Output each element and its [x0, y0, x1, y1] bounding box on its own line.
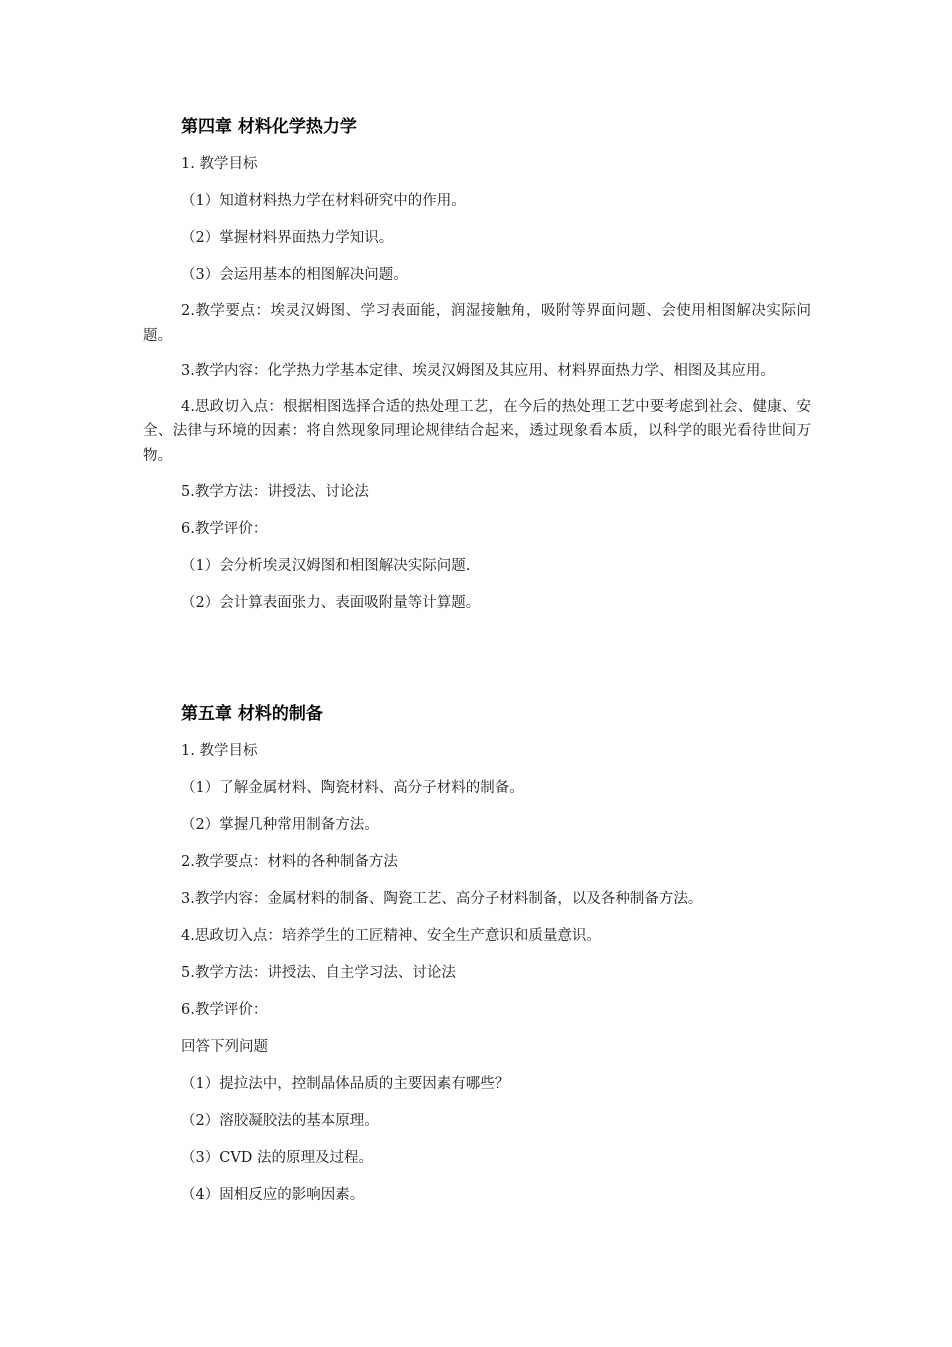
key-points-line: 2.教学要点：材料的各种制备方法 — [181, 854, 398, 870]
chapter-4-section — [143, 114, 811, 616]
objectives-heading: 1. 教学目标 — [181, 743, 258, 759]
evaluation-heading: 6.教学评价： — [181, 521, 268, 537]
objective-item: （2）掌握材料界面热力学知识。 — [181, 230, 394, 246]
objective-item: （1）了解金属材料、陶瓷材料、高分子材料的制备。 — [181, 780, 524, 796]
chapter-5-section — [143, 701, 811, 1208]
objective-item: （1）知道材料热力学在材料研究中的作用。 — [181, 193, 466, 209]
question-item: （1）提拉法中，控制晶体品质的主要因素有哪些？ — [181, 1076, 510, 1092]
ideology-paragraph: 4.思政切入点：根据相图选择合适的热处理工艺，在今后的热处理工艺中要考虑到社会、健康、安全、法律与环境的因素：将自然现象同理论规律结合起来，透过现象看本质，以科学的眼光看待世间万物。 — [143, 398, 811, 464]
methods-line: 5.教学方法：讲授法、讨论法 — [181, 484, 369, 500]
methods-line: 5.教学方法：讲授法、自主学习法、讨论法 — [181, 965, 456, 981]
content-line: 3.教学内容：金属材料的制备、陶瓷工艺、高分子材料制备，以及各种制备方法。 — [181, 891, 703, 907]
evaluation-item: （2）会计算表面张力、表面吸附量等计算题。 — [181, 595, 481, 611]
key-points-paragraph: 2.教学要点：埃灵汉姆图、学习表面能，润湿接触角，吸附等界面问题、会使用相图解决实际问题。 — [143, 303, 811, 344]
questions-intro: 回答下列问题 — [181, 1039, 268, 1055]
chapter-title: 第四章 材料化学热力学 — [181, 117, 357, 137]
question-item: （3）CVD 法的原理及过程。 — [181, 1150, 374, 1166]
evaluation-heading: 6.教学评价： — [181, 1002, 268, 1018]
ideology-line: 4.思政切入点：培养学生的工匠精神、安全生产意识和质量意识。 — [181, 928, 601, 944]
question-item: （4）固相反应的影响因素。 — [181, 1187, 365, 1203]
content-paragraph: 3.教学内容：化学热力学基本定律、埃灵汉姆图及其应用、材料界面热力学、相图及其应用。 — [181, 363, 775, 379]
objective-item: （2）掌握几种常用制备方法。 — [181, 817, 379, 833]
chapter-title: 第五章 材料的制备 — [181, 704, 323, 724]
question-item: （2）溶胶凝胶法的基本原理。 — [181, 1113, 379, 1129]
objective-item: （3）会运用基本的相图解决问题。 — [181, 267, 408, 283]
evaluation-item: （1）会分析埃灵汉姆图和相图解决实际问题. — [181, 558, 471, 574]
objectives-heading: 1. 教学目标 — [181, 156, 258, 172]
